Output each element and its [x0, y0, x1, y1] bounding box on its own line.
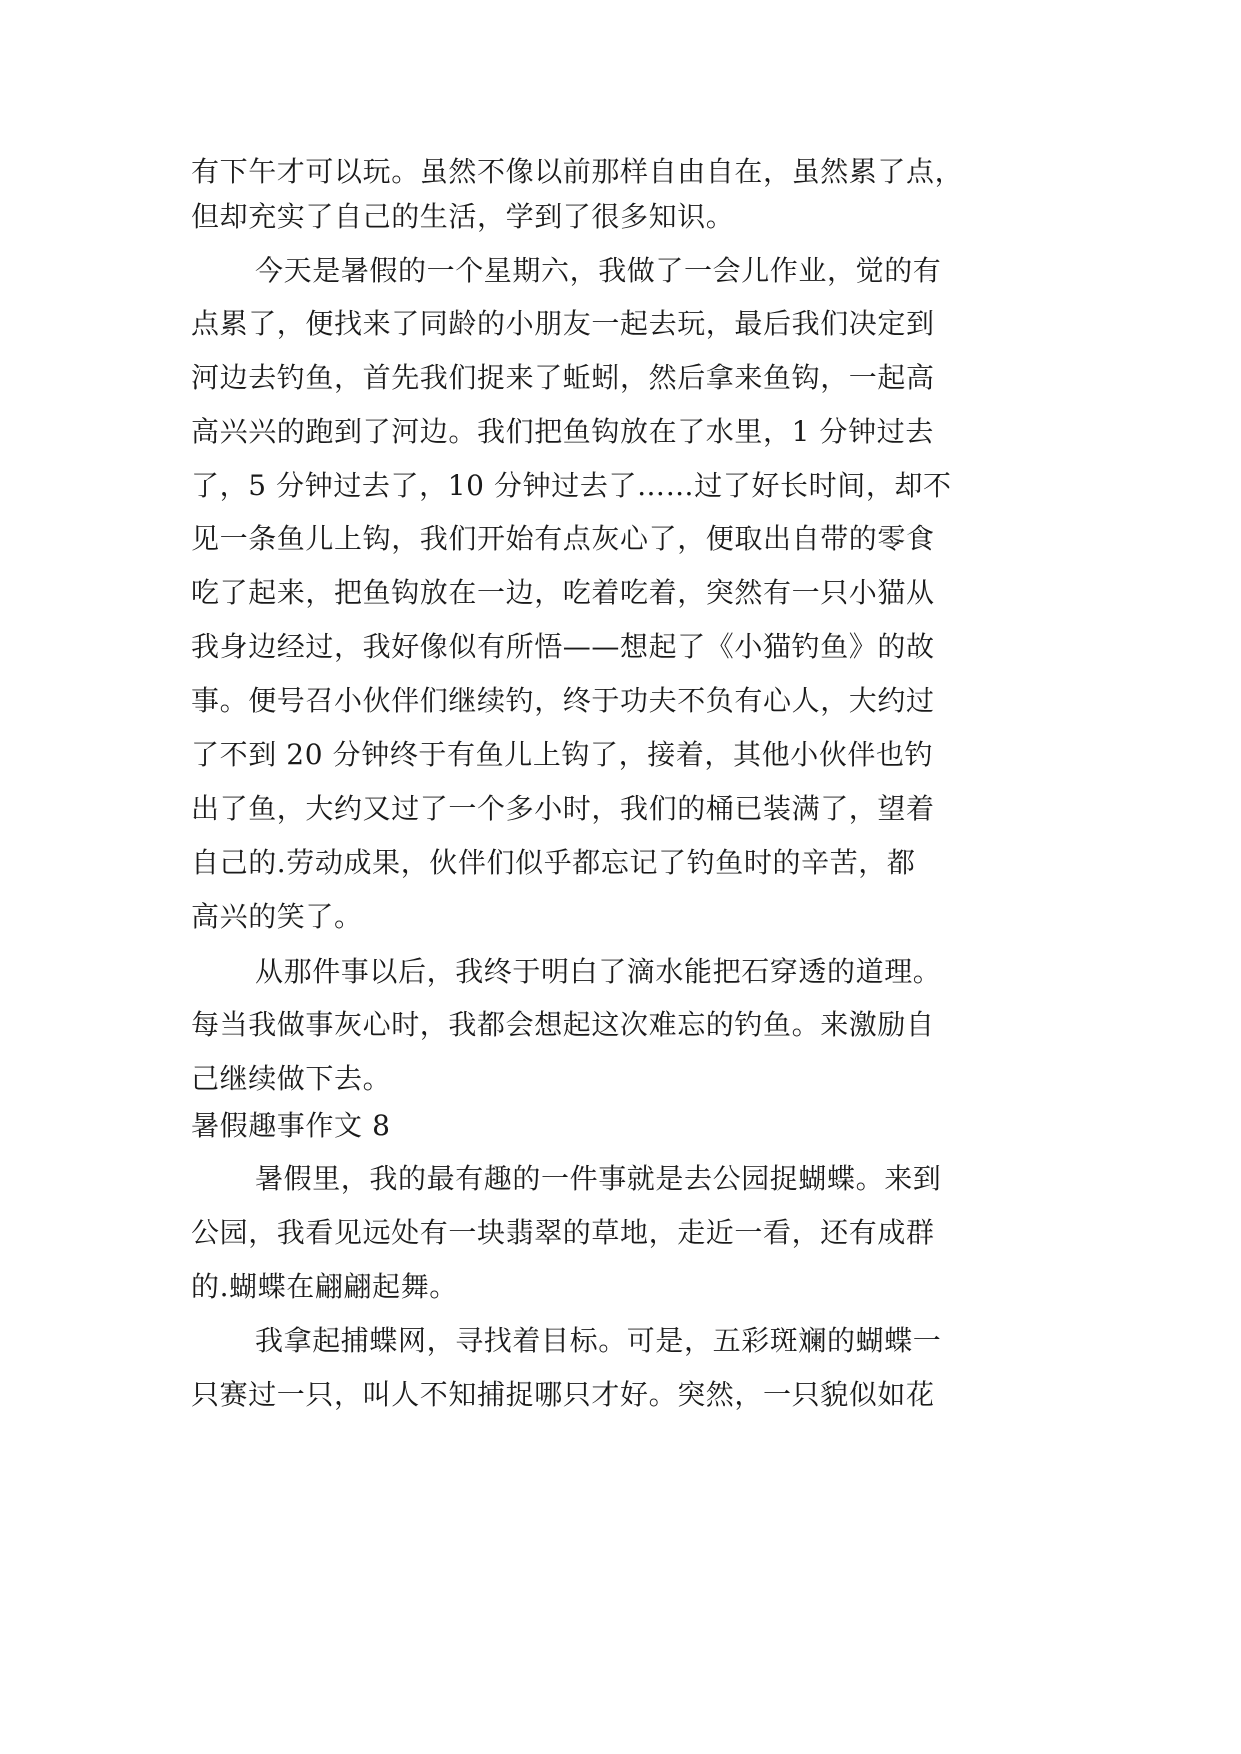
paragraph-line: 公园，我看见远处有一块翡翠的草地，走近一看，还有成群 — [191, 1216, 935, 1249]
paragraph-first-line: 暑假里，我的最有趣的一件事就是去公园捉蝴蝶。来到 — [255, 1162, 942, 1195]
paragraph-line: 我身边经过，我好像似有所悟——想起了《小猫钓鱼》的故 — [191, 630, 935, 663]
section-heading: 暑假趣事作文 8 — [191, 1109, 391, 1142]
paragraph-line: 出了鱼，大约又过了一个多小时，我们的桶已装满了，望着 — [191, 792, 935, 825]
paragraph-line: 但却充实了自己的生活，学到了很多知识。 — [191, 200, 735, 233]
paragraph-line: 见一条鱼儿上钩，我们开始有点灰心了，便取出自带的零食 — [191, 522, 935, 555]
paragraph-line: 点累了，便找来了同龄的小朋友一起去玩，最后我们决定到 — [191, 307, 935, 340]
paragraph-line: 的.蝴蝶在翩翩起舞。 — [191, 1270, 458, 1303]
paragraph-line: 了，5 分钟过去了，10 分钟过去了……过了好长时间，却不 — [191, 469, 952, 502]
paragraph-line: 有下午才可以玩。虽然不像以前那样自由自在，虽然累了点， — [191, 155, 964, 188]
paragraph-line: 自己的.劳动成果，伙伴们似乎都忘记了钓鱼时的辛苦，都 — [191, 846, 916, 879]
paragraph-first-line: 从那件事以后，我终于明白了滴水能把石穿透的道理。 — [255, 955, 942, 988]
paragraph-line: 事。便号召小伙伴们继续钓，终于功夫不负有心人，大约过 — [191, 684, 935, 717]
paragraph-line: 河边去钓鱼，首先我们捉来了蚯蚓，然后拿来鱼钩，一起高 — [191, 361, 935, 394]
paragraph-line: 吃了起来，把鱼钩放在一边，吃着吃着，突然有一只小猫从 — [191, 576, 935, 609]
paragraph-first-line: 我拿起捕蝶网，寻找着目标。可是，五彩斑斓的蝴蝶一 — [255, 1324, 942, 1357]
paragraph-line: 己继续做下去。 — [191, 1062, 392, 1095]
paragraph-line: 高兴的笑了。 — [191, 900, 363, 933]
paragraph-line: 每当我做事灰心时，我都会想起这次难忘的钓鱼。来激励自 — [191, 1008, 935, 1041]
paragraph-line: 只赛过一只，叫人不知捕捉哪只才好。突然，一只貌似如花 — [191, 1378, 935, 1411]
paragraph-line: 高兴兴的跑到了河边。我们把鱼钩放在了水里，1 分钟过去 — [191, 415, 934, 448]
paragraph-line: 了不到 20 分钟终于有鱼儿上钩了，接着，其他小伙伴也钓 — [191, 738, 934, 771]
paragraph-first-line: 今天是暑假的一个星期六，我做了一会儿作业，觉的有 — [255, 254, 942, 287]
